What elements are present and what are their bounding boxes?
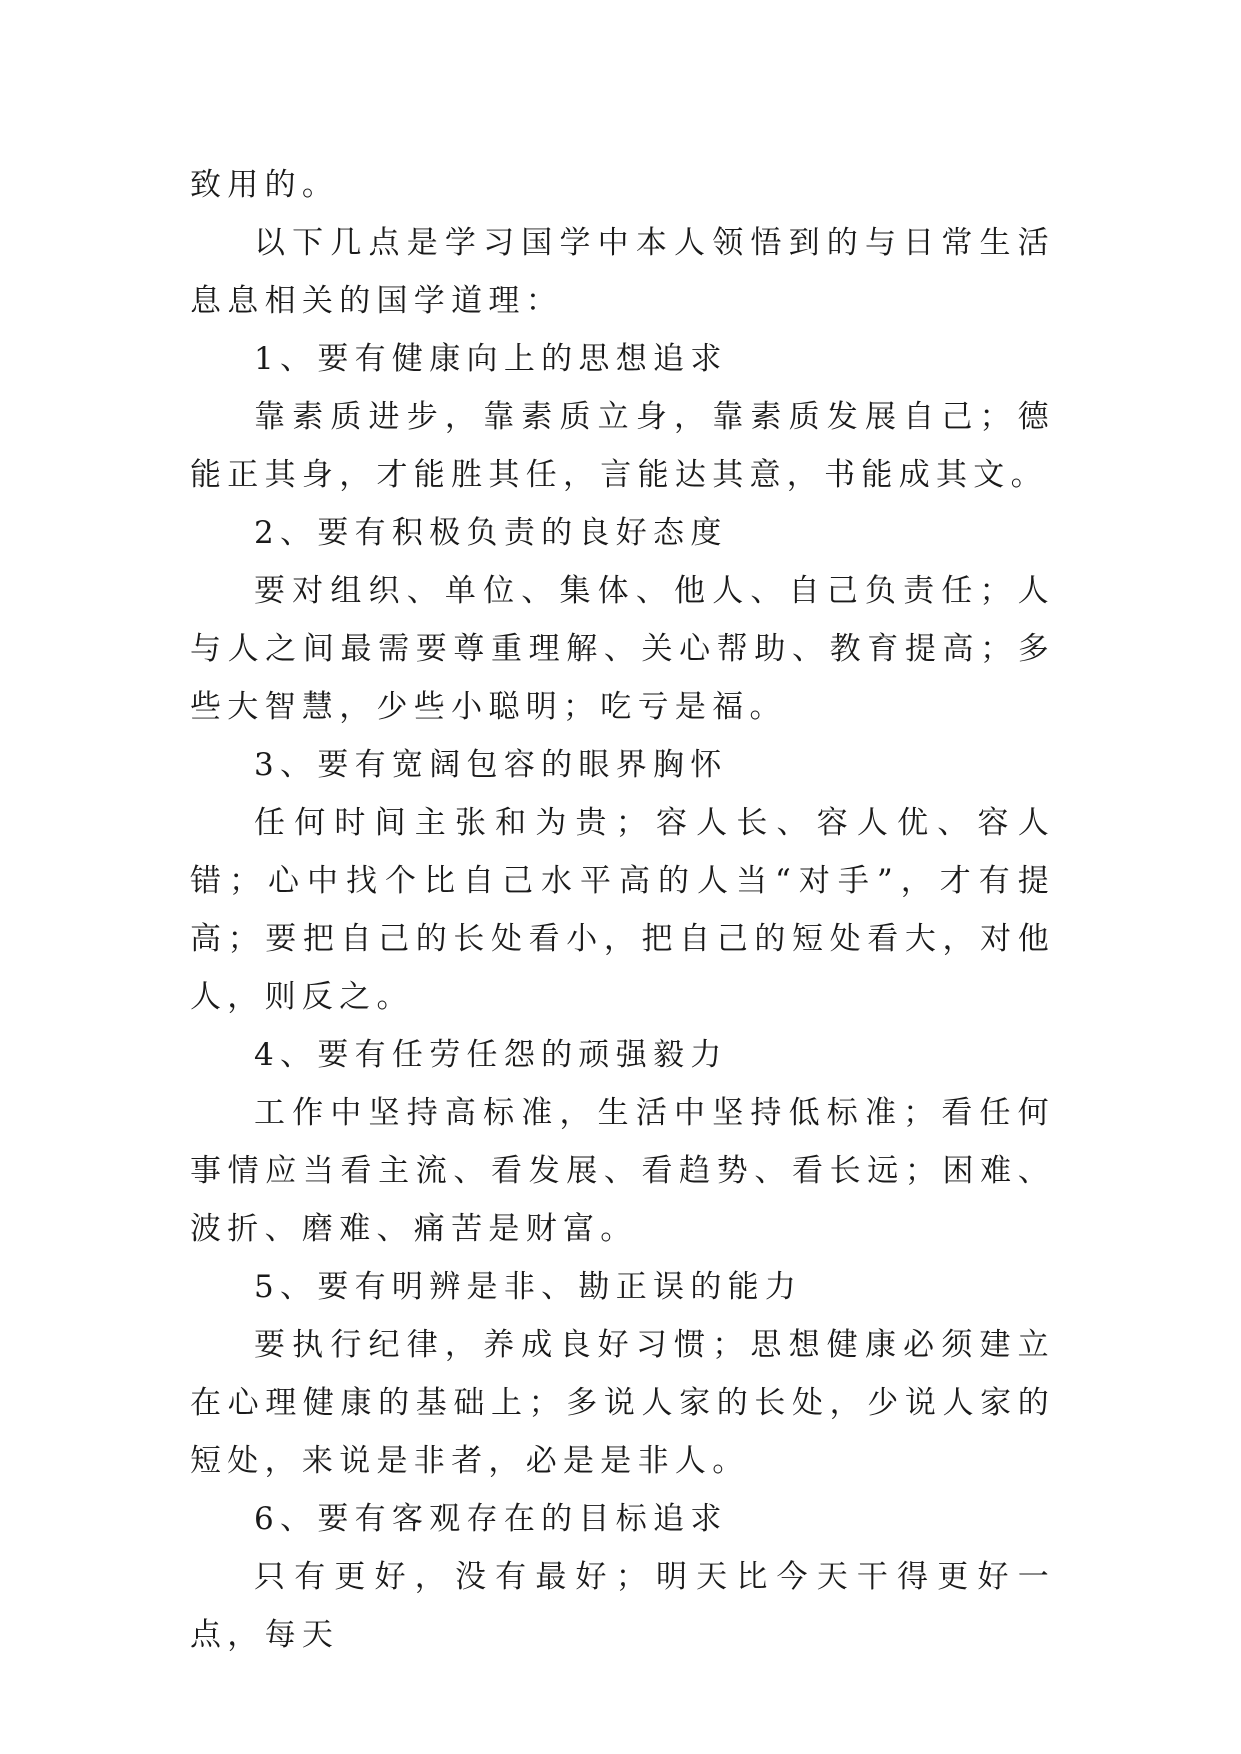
section-heading-1: 1、要有健康向上的思想追求	[254, 341, 728, 377]
document-body	[190, 156, 1055, 1664]
section-heading-2: 2、要有积极负责的良好态度	[254, 515, 728, 551]
section-body-2: 要对组织、单位、集体、他人、自己负责任；人与人之间最需要尊重理解、关心帮助、教育提高；多些大智慧，少些小聪明；吃亏是福。	[190, 573, 1055, 725]
section-heading-4: 4、要有任劳任怨的顽强毅力	[254, 1037, 728, 1073]
section-body-6: 只有更好，没有最好；明天比今天干得更好一点，每天	[190, 1559, 1055, 1653]
section-body-4: 工作中坚持高标准，生活中坚持低标准；看任何事情应当看主流、看发展、看趋势、看长远；困难、波折、磨难、痛苦是财富。	[190, 1095, 1055, 1247]
section-body-5: 要执行纪律，养成良好习惯；思想健康必须建立在心理健康的基础上；多说人家的长处，少说人家的短处，来说是非者，必是是非人。	[190, 1327, 1055, 1479]
section-heading-3: 3、要有宽阔包容的眼界胸怀	[254, 747, 728, 783]
section-heading-5: 5、要有明辨是非、勘正误的能力	[254, 1269, 803, 1305]
paragraph-intro: 以下几点是学习国学中本人领悟到的与日常生活息息相关的国学道理：	[190, 225, 1055, 319]
section-body-3: 任何时间主张和为贵；容人长、容人优、容人错；心中找个比自己水平高的人当“对手”，才有提高；要把自己的长处看小，把自己的短处看大，对他人，则反之。	[190, 805, 1055, 1015]
section-body-1: 靠素质进步，靠素质立身，靠素质发展自己；德能正其身，才能胜其任，言能达其意，书能成其文。	[190, 399, 1055, 493]
paragraph-continuation: 致用的。	[190, 167, 340, 203]
section-heading-6: 6、要有客观存在的目标追求	[254, 1501, 728, 1537]
